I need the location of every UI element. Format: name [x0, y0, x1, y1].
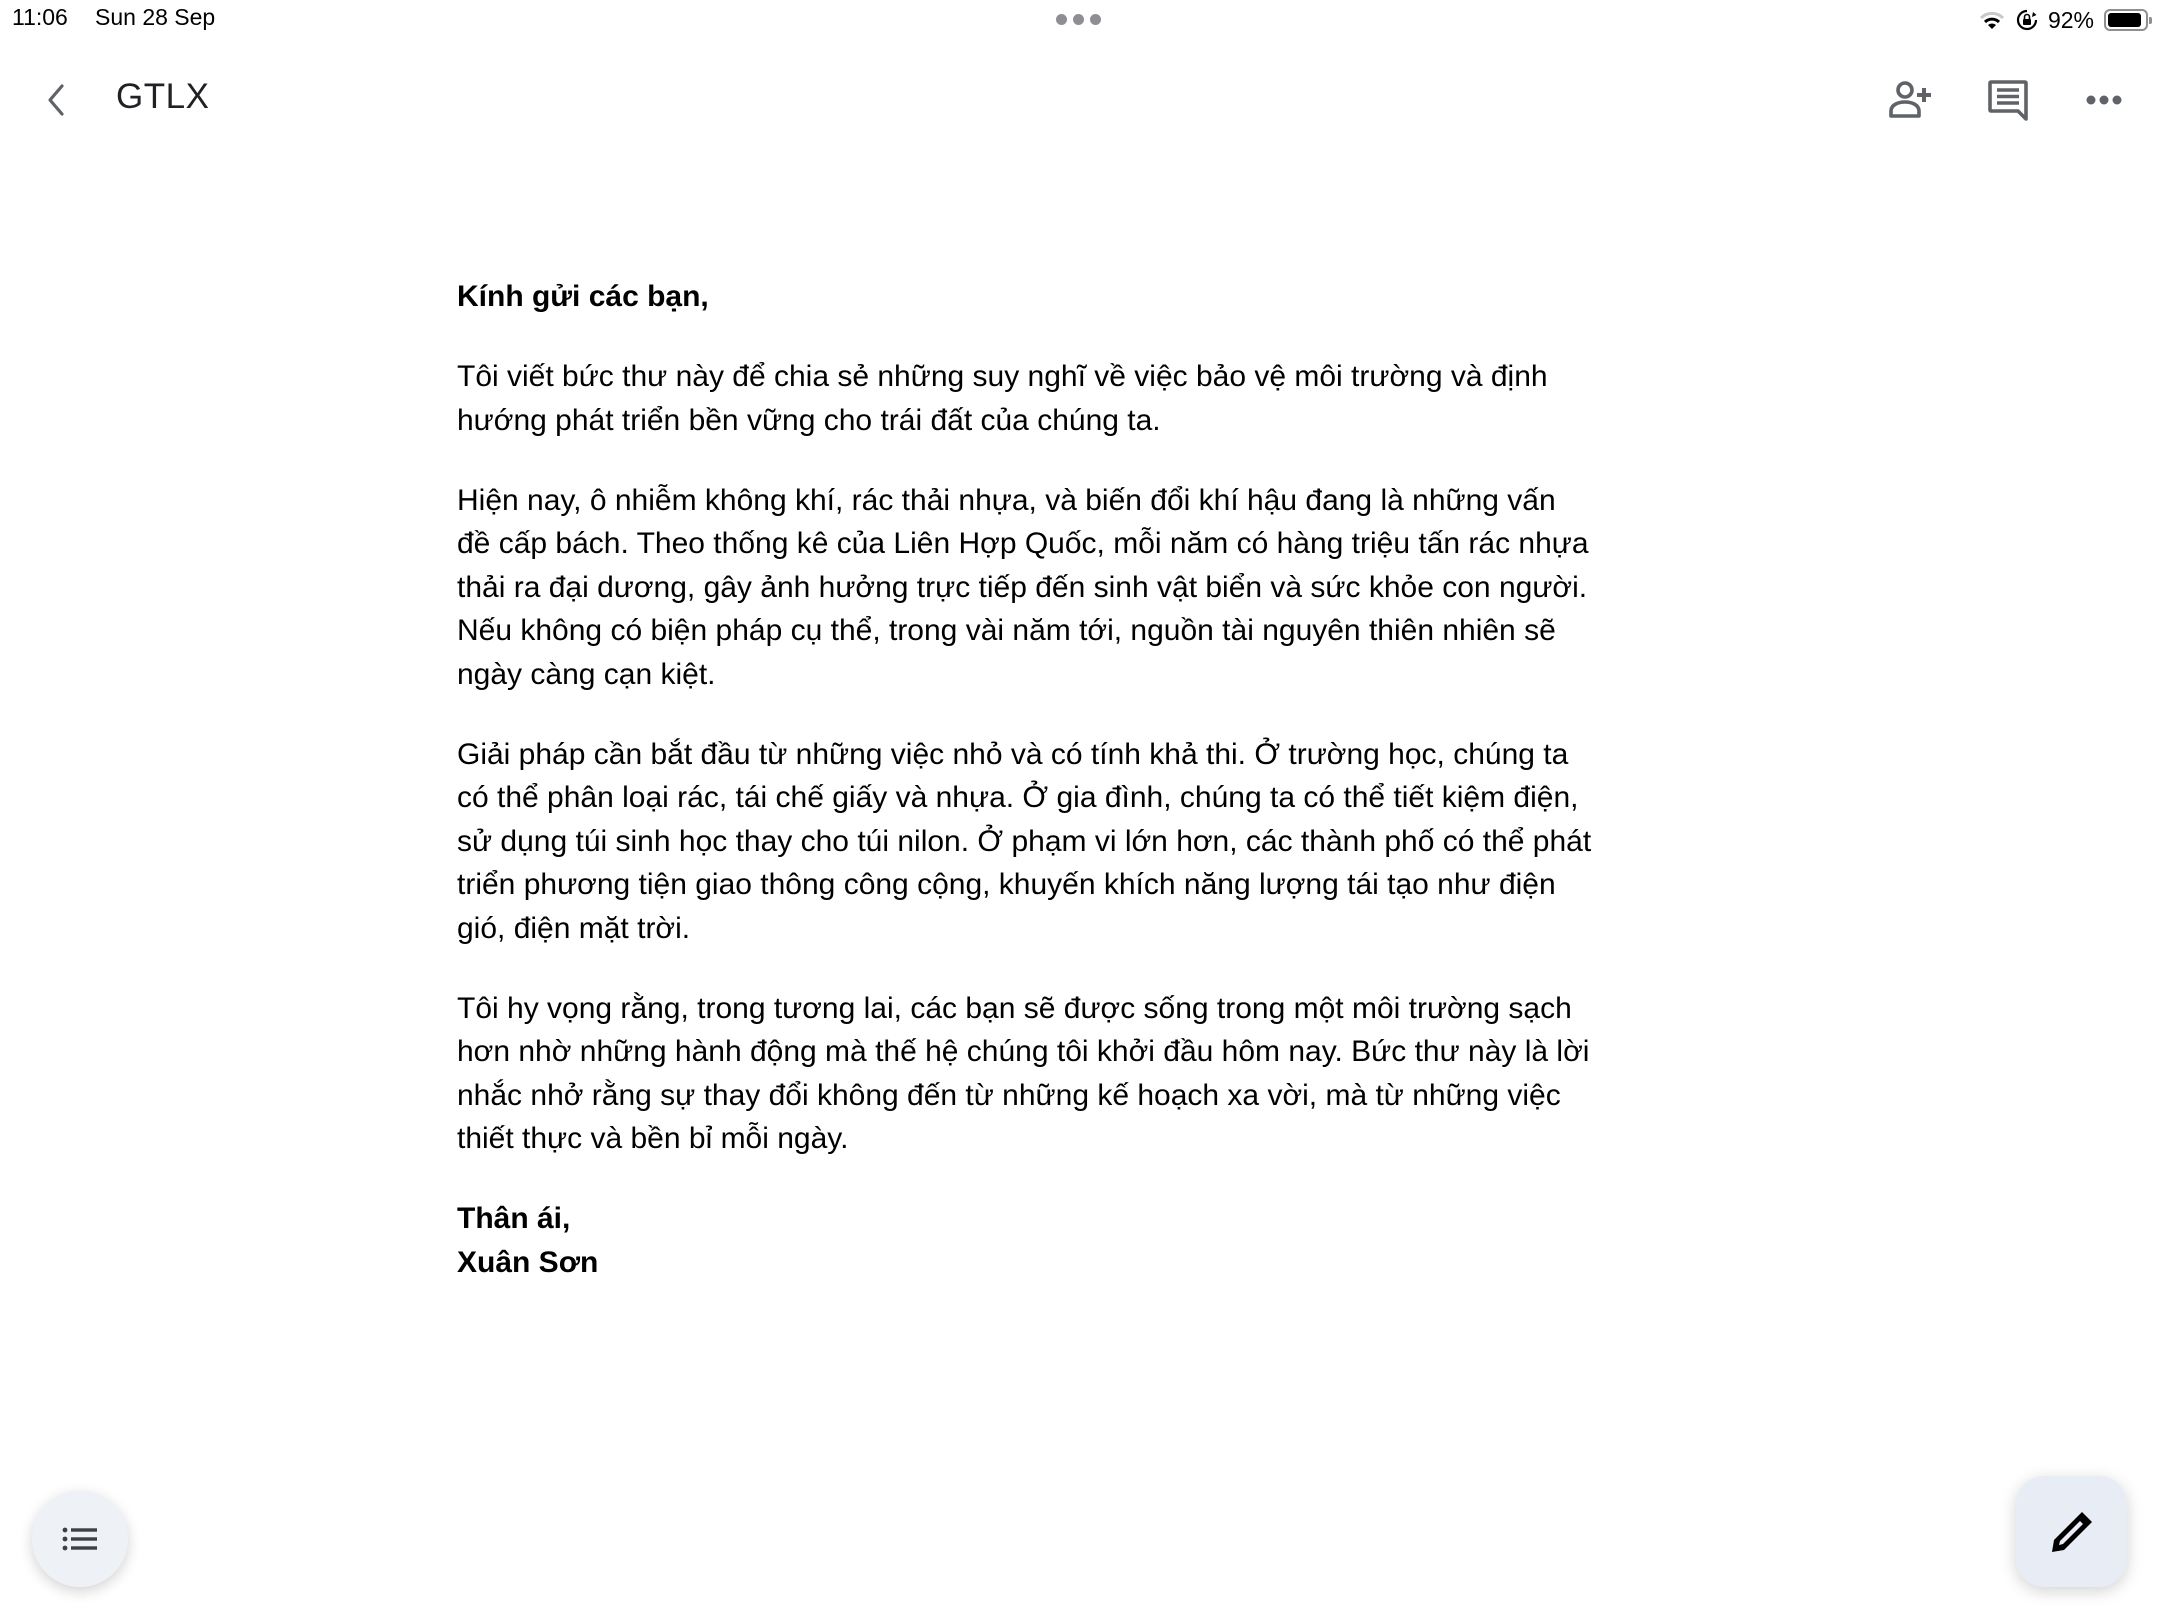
- text-line: có thể phân loại rác, tái chế giấy và nhựa. Ở gia đình, chúng ta có thể tiết kiệm điện,: [457, 781, 1579, 814]
- pencil-icon: [2049, 1509, 2095, 1555]
- text-line: thiết thực và bền bỉ mỗi ngày.: [457, 1122, 849, 1155]
- paragraph-3: [457, 733, 1717, 951]
- sign-off: [457, 1197, 1717, 1284]
- text-line: Nếu không có biện pháp cụ thể, trong vài năm tới, nguồn tài nguyên thiên nhiên sẽ: [457, 614, 1556, 647]
- text-line: triển phương tiện giao thông công cộng, khuyến khích năng lượng tái tạo như điện: [457, 868, 1556, 901]
- dot: [1056, 14, 1067, 25]
- text-line: Tôi hy vọng rằng, trong tương lai, các bạn sẽ được sống trong một môi trường sạch: [457, 991, 1572, 1025]
- paragraph-2: [457, 479, 1717, 697]
- text-line: gió, điện mặt trời.: [457, 911, 691, 945]
- status-time: 11:06: [12, 4, 68, 30]
- battery-fill: [2108, 13, 2141, 27]
- dot: [1090, 14, 1101, 25]
- paragraph-1: [457, 355, 1717, 442]
- comments-button[interactable]: [1978, 70, 2038, 130]
- status-bar: [0, 0, 2160, 40]
- greeting-line: Kính gửi các bạn,: [457, 280, 709, 313]
- text-line: Giải pháp cần bắt đầu từ những việc nhỏ và có tính khả thi. Ở trường học, chúng ta: [457, 737, 1569, 771]
- text-line: hơn nhờ những hành động mà thế hệ chúng tôi khởi đầu hôm nay. Bức thư này là lời: [457, 1035, 1590, 1068]
- text-line: đề cấp bách. Theo thống kê của Liên Hợp Quốc, mỗi năm có hàng triệu tấn rác nhựa: [457, 527, 1589, 560]
- text-line: Hiện nay, ô nhiễm không khí, rác thải nhựa, và biến đổi khí hậu đang là những vấn: [457, 483, 1556, 517]
- add-person-icon: [1888, 80, 1936, 120]
- text-line: ngày càng cạn kiệt.: [457, 657, 716, 691]
- app-bar: [0, 44, 2160, 156]
- text-line: hướng phát triển bền vững cho trái đất của chúng ta.: [457, 403, 1161, 437]
- status-date: Sun 28 Sep: [95, 4, 216, 30]
- greeting: [457, 275, 1717, 319]
- edit-button[interactable]: [2016, 1476, 2127, 1587]
- paragraph-4: [457, 987, 1717, 1161]
- orientation-lock-icon: [2016, 9, 2038, 31]
- status-indicators: [1978, 6, 2148, 34]
- text-line: nhắc nhở rằng sự thay đổi không đến từ những kế hoạch xa vời, mà từ những việc: [457, 1078, 1561, 1112]
- multitasking-dots-icon[interactable]: [1056, 14, 1106, 26]
- comment-icon: [1987, 79, 2029, 121]
- list-bulleted-icon: [62, 1527, 98, 1551]
- closing: Thân ái,: [457, 1202, 571, 1235]
- battery-icon: [2104, 9, 2148, 31]
- share-button[interactable]: [1882, 70, 1942, 130]
- outline-button[interactable]: [32, 1491, 128, 1587]
- document-body[interactable]: [457, 275, 1717, 1321]
- wifi-icon: [1978, 9, 2006, 31]
- signature: Xuân Sơn: [457, 1245, 599, 1279]
- more-options-button[interactable]: [2074, 70, 2134, 130]
- back-button[interactable]: [30, 74, 82, 126]
- text-line: thải ra đại dương, gây ảnh hưởng trực tiếp đến sinh vật biển và sức khỏe con người.: [457, 570, 1588, 604]
- battery-percent: 92%: [2047, 6, 2094, 33]
- dot: [1073, 14, 1084, 25]
- text-line: Tôi viết bức thư này để chia sẻ những suy nghĩ về việc bảo vệ môi trường và định: [457, 360, 1548, 393]
- text-line: sử dụng túi sinh học thay cho túi nilon. Ở phạm vi lớn hơn, các thành phố có thể phát: [457, 824, 1592, 858]
- more-horizontal-icon: [2086, 94, 2122, 106]
- document-title: GTLX: [116, 77, 210, 116]
- chevron-left-icon: [44, 82, 68, 118]
